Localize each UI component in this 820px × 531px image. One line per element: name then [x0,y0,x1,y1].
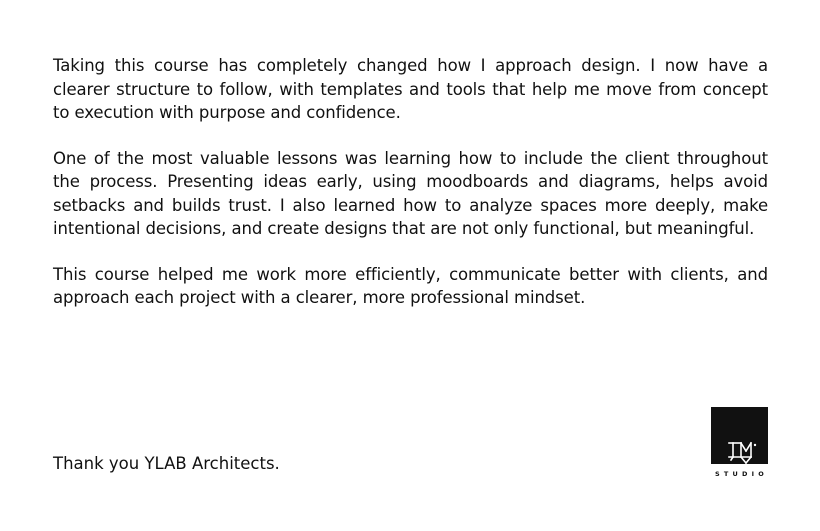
paragraph-1: Taking this course has completely changed how I approach design. I now have a clearer structure to follow, with templates and tools that help me move from concept to execution with purpose and confidence. [53,56,768,122]
logo-mark-box [711,407,768,464]
testimonial-body [53,54,768,332]
logo-studio-label: STUDIO [715,470,768,478]
closing-line: Thank you YLAB Architects. [53,454,280,473]
paragraph-3: This course helped me work more efficiently, communicate better with clients, and approach each project with a clearer, more professional mindset. [53,264,768,307]
jm-monogram-icon [711,407,768,464]
studio-logo [711,407,768,480]
paragraph-2: One of the most valuable lessons was learning how to include the client throughout the process. Presenting ideas early, using moodboards and diagrams, helps avoid setbacks and builds trust. I also learned how to analyze spaces more deeply, make intentional decisions, and create designs that are not only functional, but meaningful. [53,148,768,238]
